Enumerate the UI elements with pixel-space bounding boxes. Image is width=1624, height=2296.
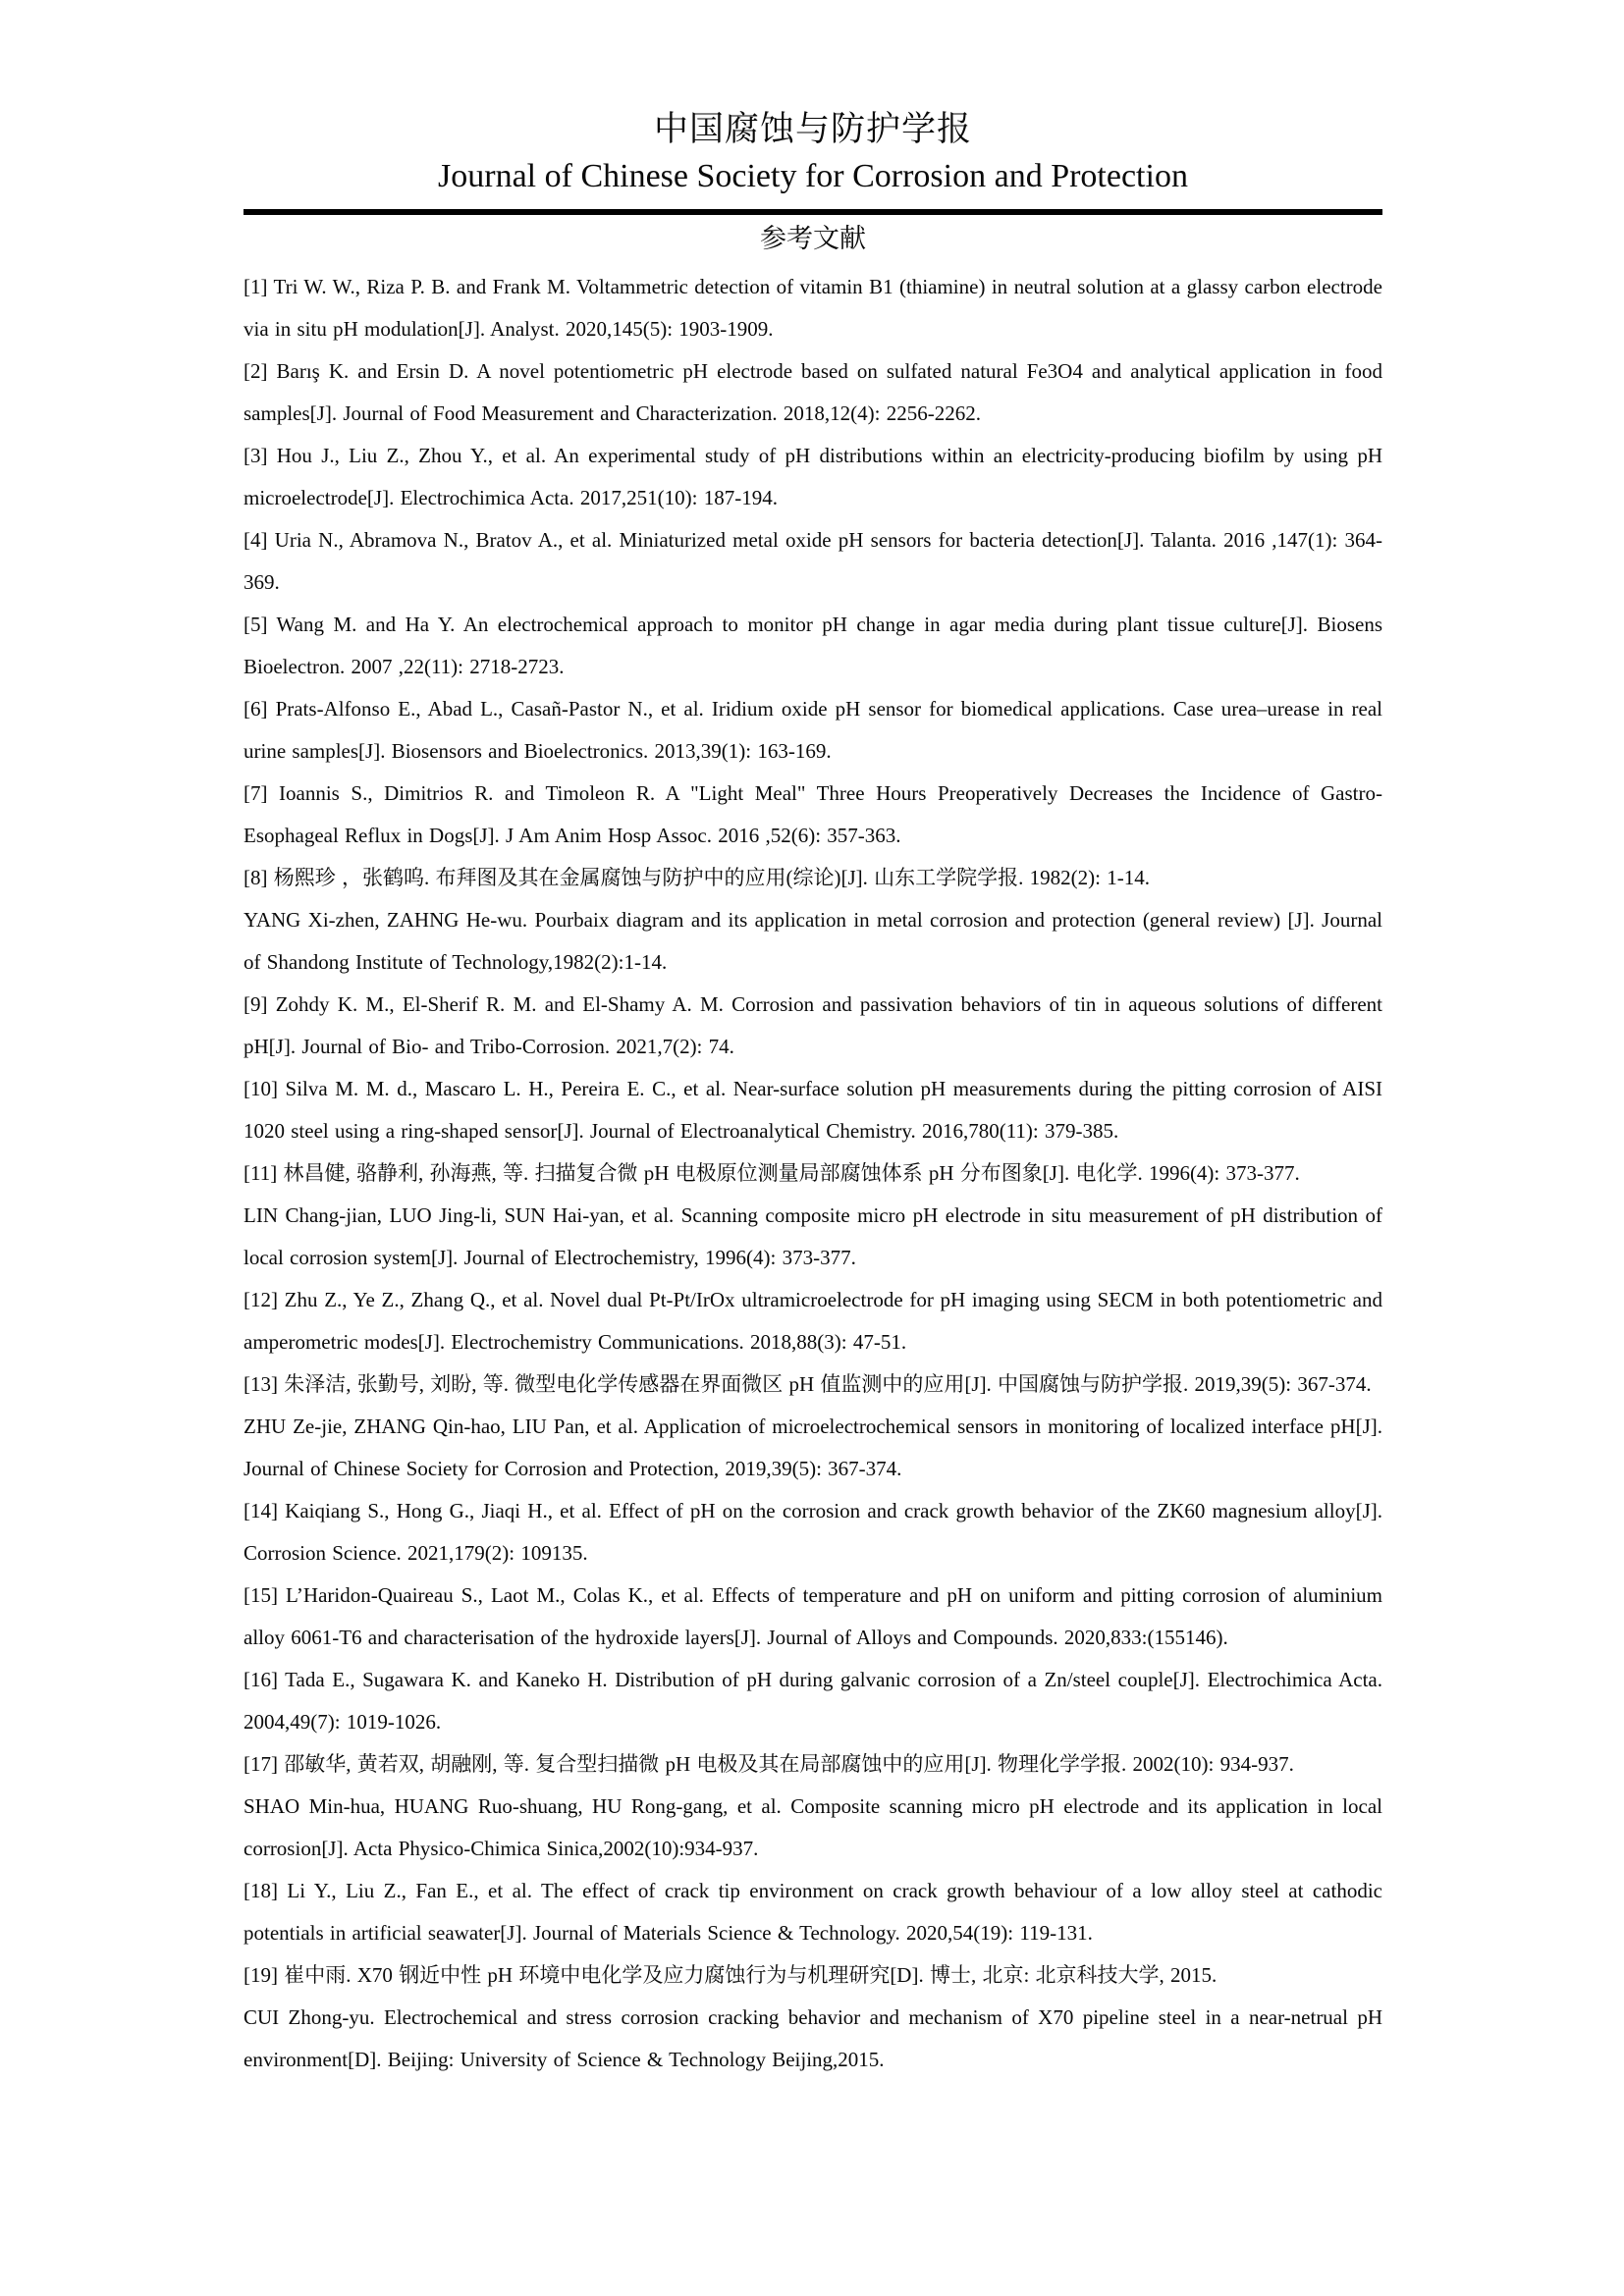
reference-paragraph: [7] Ioannis S., Dimitrios R. and Timoleon R. A "Light Meal" Three Hours Preoperatively Decreases the Incidence of Gastro-Esophageal Reflux in Dogs[J]. J Am Anim Hosp Assoc. 2016 ,52(6): 357-363. xyxy=(244,781,1382,847)
reference-list xyxy=(244,266,1382,2081)
reference-paragraph: [11] 林昌健, 骆静利, 孙海燕, 等. 扫描复合微 pH 电极原位测量局部腐蚀体系 pH 分布图象[J]. 电化学. 1996(4): 373-377. xyxy=(244,1161,1300,1185)
reference-paragraph: [13] 朱泽洁, 张勤号, 刘盼, 等. 微型电化学传感器在界面微区 pH 值监测中的应用[J]. 中国腐蚀与防护学报. 2019,39(5): 367-374. xyxy=(244,1372,1372,1396)
reference-paragraph: [6] Prats-Alfonso E., Abad L., Casañ-Pastor N., et al. Iridium oxide pH sensor for biomedical applications. Case urea–urease in real urine samples[J]. Biosensors and Bioelectronics. 2013,39(1): 163-169. xyxy=(244,697,1382,763)
reference-paragraph: [19] 崔中雨. X70 钢近中性 pH 环境中电化学及应力腐蚀行为与机理研究[D]. 博士, 北京: 北京科技大学, 2015. xyxy=(244,1963,1218,1987)
reference-paragraph: [14] Kaiqiang S., Hong G., Jiaqi H., et al. Effect of pH on the corrosion and crack growth behavior of the ZK60 magnesium alloy[J]. Corrosion Science. 2021,179(2): 109135. xyxy=(244,1499,1382,1565)
reference-paragraph: [16] Tada E., Sugawara K. and Kaneko H. Distribution of pH during galvanic corrosion of a Zn/steel couple[J]. Electrochimica Acta. 2004,49(7): 1019-1026. xyxy=(244,1668,1382,1734)
references-section-title: 参考文献 xyxy=(760,224,866,253)
header-divider-rule xyxy=(244,209,1382,215)
journal-title-english: Journal of Chinese Society for Corrosion and Protection xyxy=(438,158,1188,194)
reference-paragraph: YANG Xi-zhen, ZAHNG He-wu. Pourbaix diagram and its application in metal corrosion and protection (general review) [J]. Journal of Shandong Institute of Technology,1982(2):1-14. xyxy=(244,908,1382,974)
reference-paragraph: [15] L’Haridon-Quaireau S., Laot M., Colas K., et al. Effects of temperature and pH on uniform and pitting corrosion of aluminium alloy 6061-T6 and characterisation of the hydroxide layers[J]. Journal of Alloys and Compounds. 2020,833:(155146). xyxy=(244,1583,1382,1649)
reference-paragraph: [8] 杨熙珍 ，张鹤呜. 布拜图及其在金属腐蚀与防护中的应用(综论)[J]. 山东工学院学报. 1982(2): 1-14. xyxy=(244,866,1150,889)
reference-paragraph: [2] Barış K. and Ersin D. A novel potentiometric pH electrode based on sulfated natural Fe3O4 and analytical application in food samples[J]. Journal of Food Measurement and Characterization. 2018,12(4): 2256-2262. xyxy=(244,359,1382,425)
reference-paragraph: [18] Li Y., Liu Z., Fan E., et al. The effect of crack tip environment on crack growth behaviour of a low alloy steel at cathodic potentials in artificial seawater[J]. Journal of Materials Science & Technology. 2020,54(19): 119-131. xyxy=(244,1879,1382,1945)
reference-paragraph: [17] 邵敏华, 黄若双, 胡融刚, 等. 复合型扫描微 pH 电极及其在局部腐蚀中的应用[J]. 物理化学学报. 2002(10): 934-937. xyxy=(244,1752,1294,1776)
journal-title-chinese: 中国腐蚀与防护学报 xyxy=(653,110,972,148)
reference-paragraph: [4] Uria N., Abramova N., Bratov A., et al. Miniaturized metal oxide pH sensors for bacteria detection[J]. Talanta. 2016 ,147(1): 364-369. xyxy=(244,528,1382,594)
reference-paragraph: SHAO Min-hua, HUANG Ruo-shuang, HU Rong-gang, et al. Composite scanning micro pH electrode and its application in local corrosion[J]. Acta Physico-Chimica Sinica,2002(10):934-937. xyxy=(244,1794,1382,1860)
reference-paragraph: [9] Zohdy K. M., El-Sherif R. M. and El-Shamy A. M. Corrosion and passivation behaviors of tin in aqueous solutions of different pH[J]. Journal of Bio- and Tribo-Corrosion. 2021,7(2): 74. xyxy=(244,992,1382,1058)
reference-paragraph: [12] Zhu Z., Ye Z., Zhang Q., et al. Novel dual Pt-Pt/IrOx ultramicroelectrode for pH imaging using SECM in both potentiometric and amperometric modes[J]. Electrochemistry Communications. 2018,88(3): 47-51. xyxy=(244,1288,1382,1354)
reference-paragraph: ZHU Ze-jie, ZHANG Qin-hao, LIU Pan, et al. Application of microelectrochemical sensors in monitoring of localized interface pH[J]. Journal of Chinese Society for Corrosion and Protection, 2019,39(5): 367-374. xyxy=(244,1415,1382,1480)
reference-paragraph: [1] Tri W. W., Riza P. B. and Frank M. Voltammetric detection of vitamin B1 (thiamine) in neutral solution at a glassy carbon electrode via in situ pH modulation[J]. Analyst. 2020,145(5): 1903-1909. xyxy=(244,275,1382,341)
reference-paragraph: LIN Chang-jian, LUO Jing-li, SUN Hai-yan, et al. Scanning composite micro pH electrode in situ measurement of pH distribution of local corrosion system[J]. Journal of Electrochemistry, 1996(4): 373-377. xyxy=(244,1203,1382,1269)
reference-paragraph: [10] Silva M. M. d., Mascaro L. H., Pereira E. C., et al. Near-surface solution pH measurements during the pitting corrosion of AISI 1020 steel using a ring-shaped sensor[J]. Journal of Electroanalytical Chemistry. 2016,780(11): 379-385. xyxy=(244,1077,1382,1143)
reference-paragraph: [5] Wang M. and Ha Y. An electrochemical approach to monitor pH change in agar media during plant tissue culture[J]. Biosens Bioelectron. 2007 ,22(11): 2718-2723. xyxy=(244,613,1382,678)
reference-paragraph: CUI Zhong-yu. Electrochemical and stress corrosion cracking behavior and mechanism of X70 pipeline steel in a near-netrual pH environment[D]. Beijing: University of Science & Technology Beijing,2015. xyxy=(244,2005,1382,2071)
reference-paragraph: [3] Hou J., Liu Z., Zhou Y., et al. An experimental study of pH distributions within an electricity-producing biofilm by using pH microelectrode[J]. Electrochimica Acta. 2017,251(10): 187-194. xyxy=(244,444,1382,509)
